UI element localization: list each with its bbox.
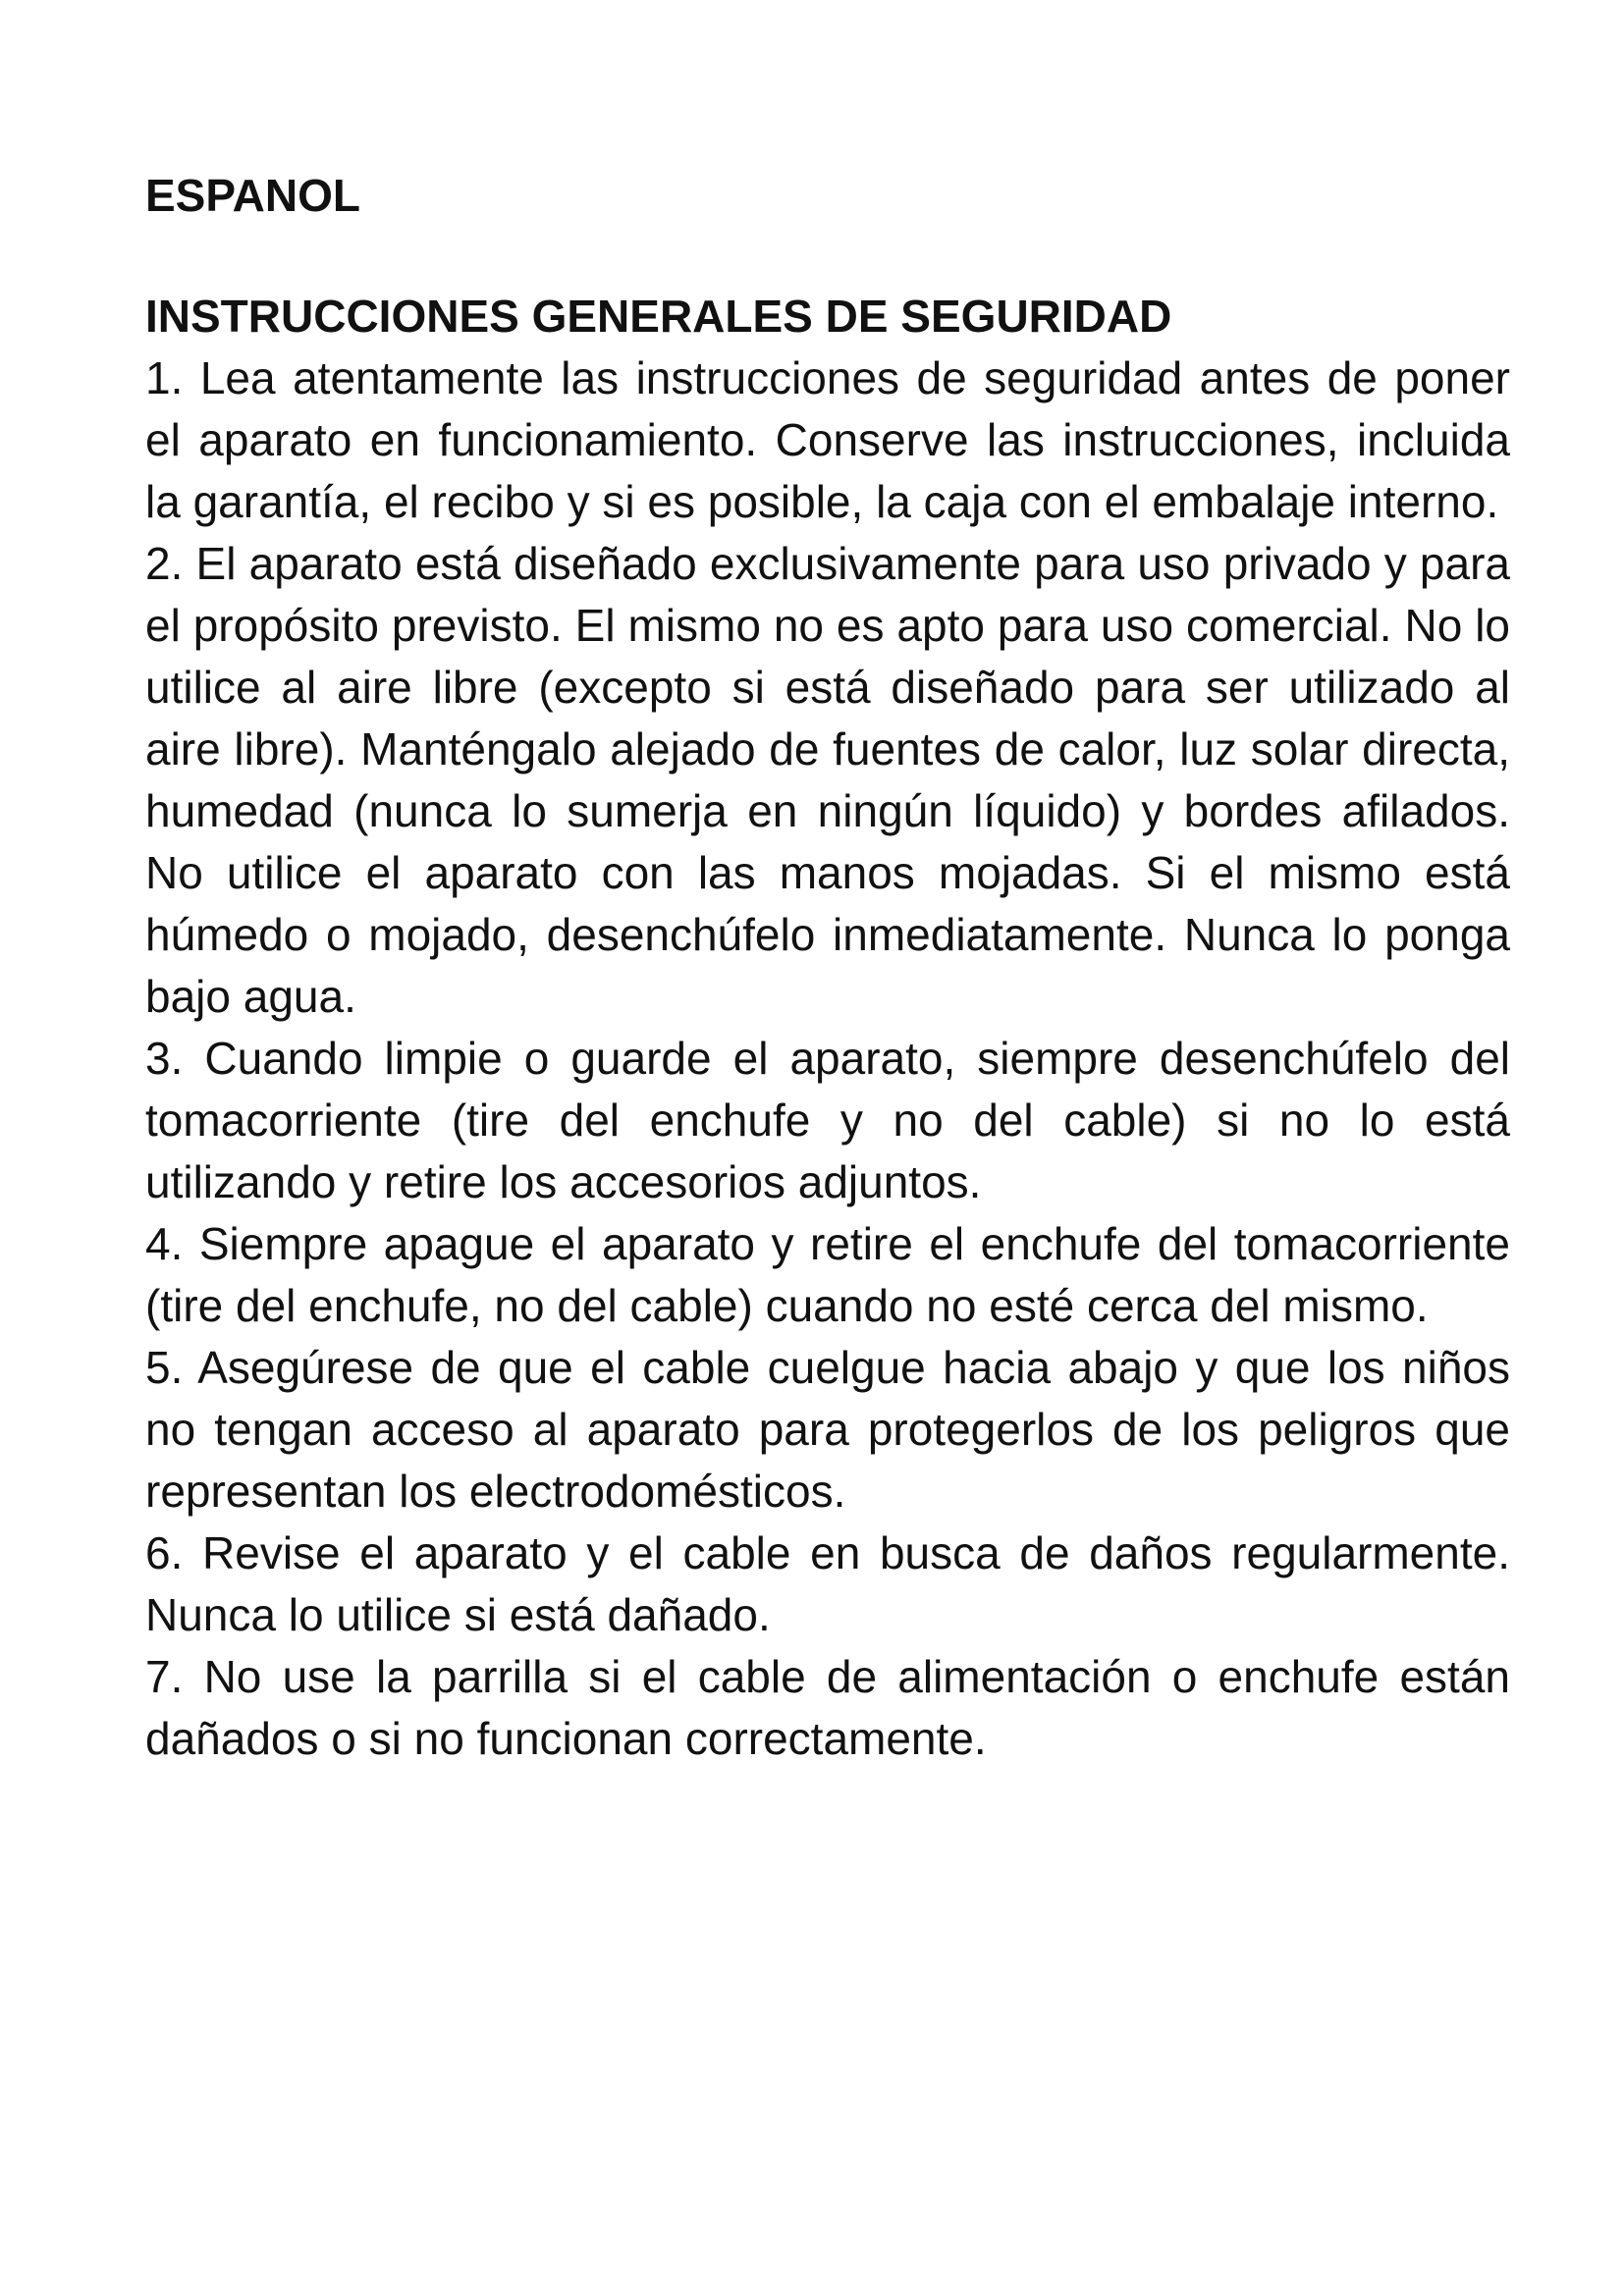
language-heading: ESPANOL <box>145 170 360 221</box>
instruction-item-2: 2. El aparato está diseñado exclusivamente para uso privado y para el propósito previsto. El mismo no es apto para uso comercial. No lo utilice al aire libre (excepto si está diseñado para ser utilizado al aire libre). Manténgalo alejado de fuentes de calor, luz solar directa, humedad (nunca lo sumerja en ningún líquido) y bordes afilados. No utilice el aparato con las manos mojadas. Si el mismo está húmedo o mojado, desenchúfelo inmediatamente. Nunca lo ponga bajo agua. <box>145 538 1510 1023</box>
instruction-item-4: 4. Siempre apague el aparato y retire el enchufe del tomacorriente (tire del enchufe, no del cable) cuando no esté cerca del mismo. <box>145 1218 1510 1332</box>
instruction-item-3: 3. Cuando limpie o guarde el aparato, siempre desenchúfelo del tomacorriente (tire del enchufe y no del cable) si no lo está utilizando y retire los accesorios adjuntos. <box>145 1033 1510 1208</box>
document-page <box>145 169 1510 1770</box>
section-title: INSTRUCCIONES GENERALES DE SEGURIDAD <box>145 291 1172 343</box>
instruction-item-6: 6. Revise el aparato y el cable en busca de daños regularmente. Nunca lo utilice si está dañado. <box>145 1527 1510 1641</box>
safety-instructions-list <box>145 347 1510 1770</box>
instruction-item-1: 1. Lea atentamente las instrucciones de seguridad antes de poner el aparato en funcionamiento. Conserve las instrucciones, incluida la garantía, el recibo y si es posible, la caja con el embalaje interno. <box>145 352 1510 528</box>
instruction-item-5: 5. Asegúrese de que el cable cuelgue hacia abajo y que los niños no tengan acceso al aparato para protegerlos de los peligros que representan los electrodomésticos. <box>145 1342 1510 1518</box>
instruction-item-7: 7. No use la parrilla si el cable de alimentación o enchufe están dañados o si no funcionan correctamente. <box>145 1651 1510 1765</box>
